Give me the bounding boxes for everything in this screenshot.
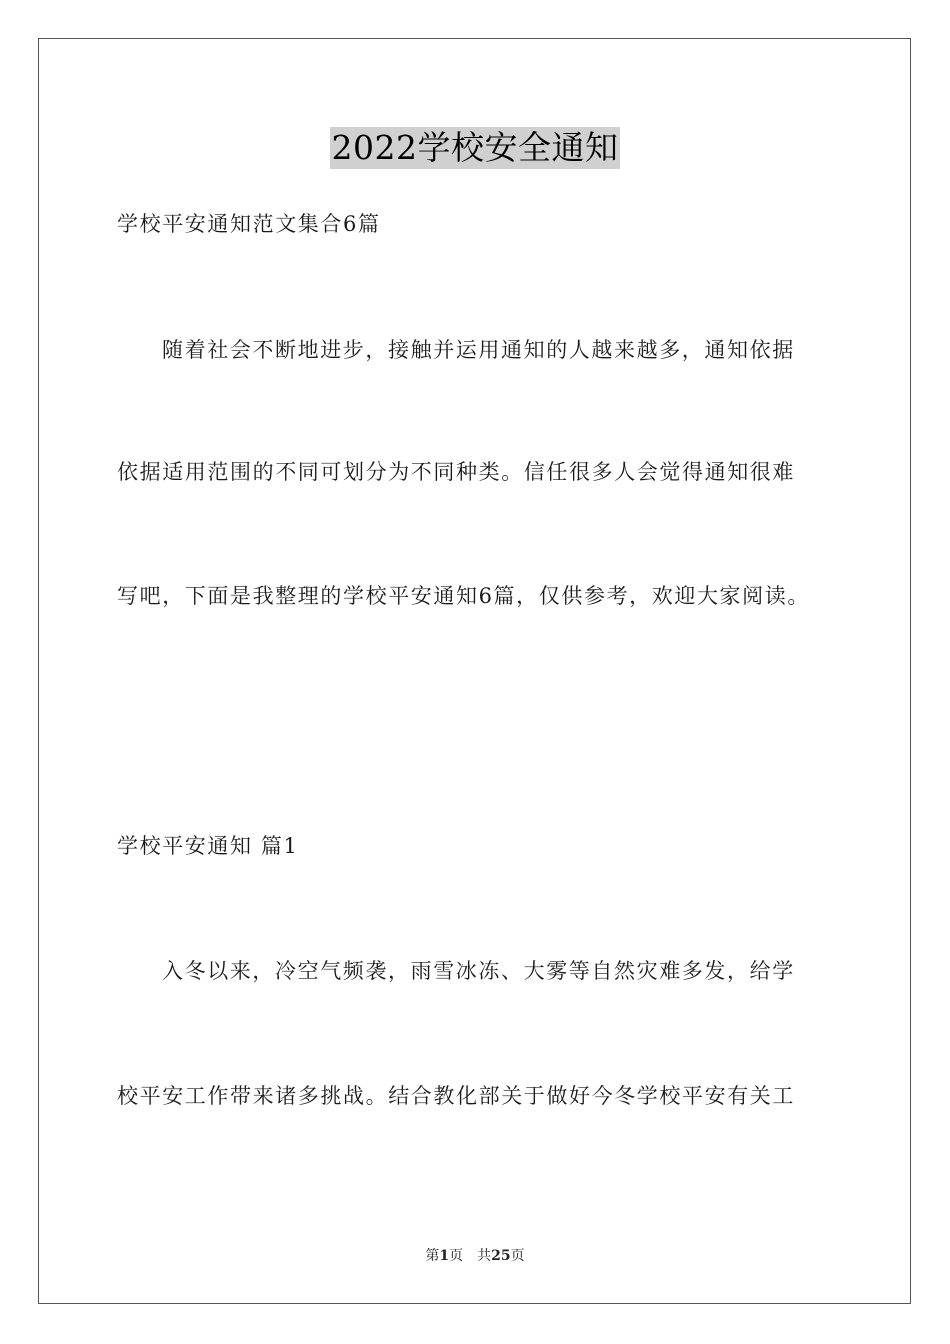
footer-total-suffix: 页: [510, 1248, 525, 1264]
section-heading: 学校平安通知 篇1: [117, 834, 299, 858]
section-paragraph-line-2: 校平安工作带来诸多挑战。结合教化部关于做好今冬学校平安有关工: [117, 1084, 795, 1108]
footer-page-number: 1: [439, 1248, 450, 1264]
footer-total-pages: 25: [491, 1248, 511, 1264]
footer-page-prefix: 第: [425, 1248, 440, 1264]
footer-total-prefix: 共: [477, 1248, 492, 1264]
footer-page-suffix: 页: [449, 1248, 464, 1264]
intro-paragraph-line-2: 依据适用范围的不同可划分为不同种类。信任很多人会觉得通知很难: [117, 460, 795, 484]
title-container: [0, 127, 950, 169]
document-subtitle: 学校平安通知范文集合6篇: [117, 212, 381, 236]
page-footer: [0, 1247, 950, 1265]
document-title: 2022学校安全通知: [331, 128, 619, 167]
intro-paragraph-line-1: 随着社会不断地进步，接触并运用通知的人越来越多，通知依据: [162, 338, 795, 362]
section-paragraph-line-1: 入冬以来，冷空气频袭，雨雪冰冻、大雾等自然灾难多发，给学: [162, 959, 795, 983]
intro-paragraph-line-3: 写吧，下面是我整理的学校平安通知6篇，仅供参考，欢迎大家阅读。: [117, 584, 810, 608]
